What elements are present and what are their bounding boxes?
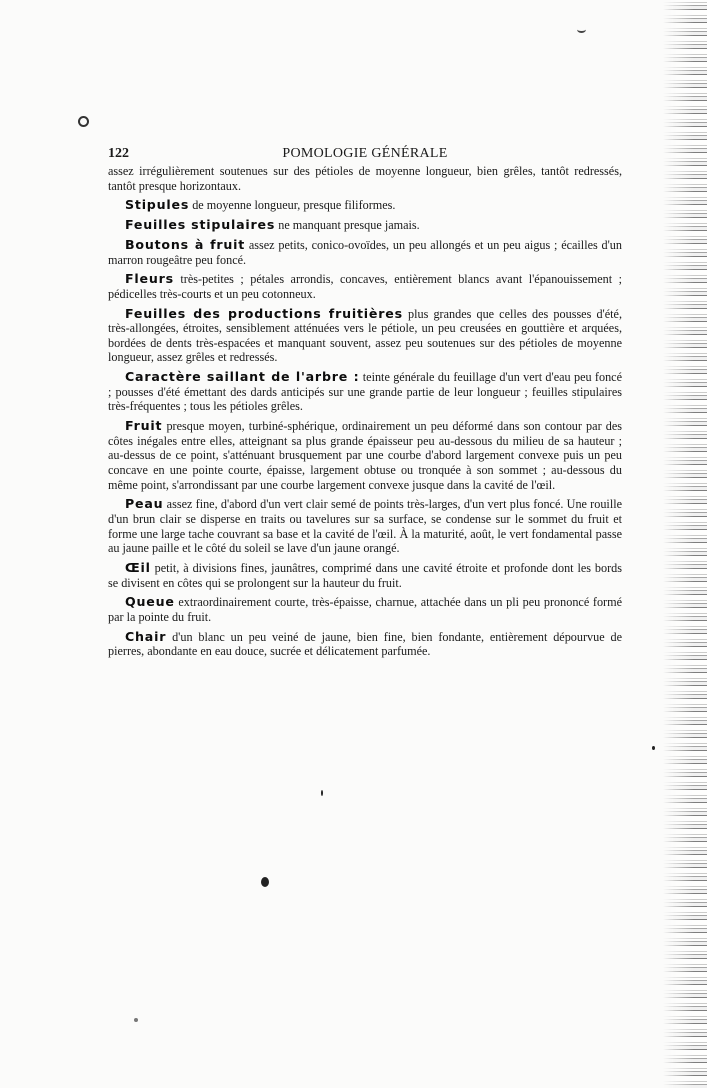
- paragraph-lead-term: Caractère saillant de l'arbre :: [125, 369, 360, 385]
- ink-speck: [134, 1018, 138, 1022]
- page-header: [108, 146, 622, 164]
- paragraph: [108, 198, 622, 213]
- paragraph-lead-term: Fleurs: [125, 271, 174, 287]
- ink-speck: [577, 26, 586, 33]
- paragraph: [108, 630, 622, 659]
- ink-speck: [321, 790, 323, 796]
- paragraph-text: assez petits, conico-ovoïdes, un peu allongés et un peu aigus ; écailles d'un marron rougeâtre peu foncé.: [108, 237, 622, 267]
- paragraph-text: presque moyen, turbiné-sphérique, ordinairement un peu déformé dans son contour par des côtes inégales entre elles, atteignant sa plus grande épaisseur peu au-dessous du milieu de sa hauteur ; au-dessus de ce point, s'atténuant brusquement par une courbe d'abord largement convexe puis un peu concave en une pointe courte, épaisse, largement obtuse ou tronquée à son sommet ; au-dessous du même point, s'arrondissant par une courbe largement convexe jusque dans la cavité de l'œil.: [108, 419, 622, 492]
- paragraph-lead-term: Œil: [125, 559, 151, 575]
- page-body-text: [108, 164, 622, 664]
- paragraph-lead-term: Boutons à fruit: [125, 236, 246, 252]
- paragraph-lead-term: Fruit: [125, 418, 163, 434]
- scanned-page-edge: [663, 0, 707, 1088]
- paragraph-lead-term: Stipules: [125, 197, 190, 213]
- paragraph: [108, 238, 622, 267]
- paragraph: [108, 595, 622, 624]
- paragraph-text: très-petites ; pétales arrondis, concaves, entièrement blancs avant l'épanouissement ; pédicelles très-courts et un peu cotonneux.: [108, 272, 622, 301]
- paragraph: [108, 370, 622, 414]
- paragraph-text: d'un blanc un peu veiné de jaune, bien fine, bien fondante, entièrement dépourvue de pierres, abondante en eau douce, sucrée et délicatement parfumée.: [108, 629, 622, 659]
- paragraph-text: plus grandes que celles des pousses d'été, très-allongées, étroites, sensiblement atténuées vers le pétiole, un peu creusées en gouttière et arquées, bordées de dents très-espacées et manquant souvent, assez peu soutenues sur des pétioles de moyenne longueur, assez grêles et redressés.: [108, 306, 622, 365]
- ink-speck: [652, 746, 655, 750]
- ink-speck: [78, 116, 89, 127]
- paragraph-text: extraordinairement courte, très-épaisse, charnue, attachée dans un pli peu prononcé formé par la pointe du fruit.: [108, 595, 622, 624]
- paragraph: [108, 272, 622, 301]
- paragraph-text: de moyenne longueur, presque filiformes.: [189, 198, 396, 213]
- running-title: POMOLOGIE GÉNÉRALE: [282, 146, 448, 161]
- paragraph-lead-term: Feuilles stipulaires: [125, 217, 276, 233]
- paragraph-lead-term: Feuilles des productions fruitières: [125, 305, 403, 321]
- paragraph: [108, 218, 622, 233]
- paragraph-lead-term: Queue: [125, 594, 175, 610]
- paragraph-text: petit, à divisions fines, jaunâtres, comprimé dans une cavité étroite et profonde dont les bords se divisent en côtes qui se prolongent sur la hauteur du fruit.: [108, 560, 622, 590]
- paragraph: [108, 419, 622, 492]
- paragraph: [108, 164, 622, 193]
- ink-speck: [261, 877, 269, 887]
- paragraph-lead-term: Chair: [125, 628, 167, 644]
- paragraph: [108, 307, 622, 365]
- paragraph-text: teinte générale du feuillage d'un vert d'eau peu foncé ; pousses d'été émettant des dards anticipés sur une grande partie de leur longueur ; feuilles stipulaires très-fréquentes ; tous les pétioles grêles.: [108, 370, 622, 414]
- page-number: 122: [108, 146, 129, 161]
- paragraph-text: ne manquant presque jamais.: [275, 218, 420, 233]
- paragraph-text: assez irrégulièrement soutenues sur des pétioles de moyenne longueur, bien grêles, tantôt redressés, tantôt presque horizontaux.: [108, 164, 622, 193]
- paragraph: [108, 561, 622, 590]
- paragraph-lead-term: Peau: [125, 496, 164, 512]
- paragraph: [108, 497, 622, 555]
- paragraph-text: assez fine, d'abord d'un vert clair semé de points très-larges, d'un vert plus foncé. Une rouille d'un brun clair se disperse en traits ou tavelures sur sa surface, se condense sur le sommet du fruit et forme une large tache couvrant sa base et la cavité de l'œil. À la maturité, août, le vert fondamental passe au jaune paille et le côté du soleil se lave d'un jaune orangé.: [108, 497, 622, 556]
